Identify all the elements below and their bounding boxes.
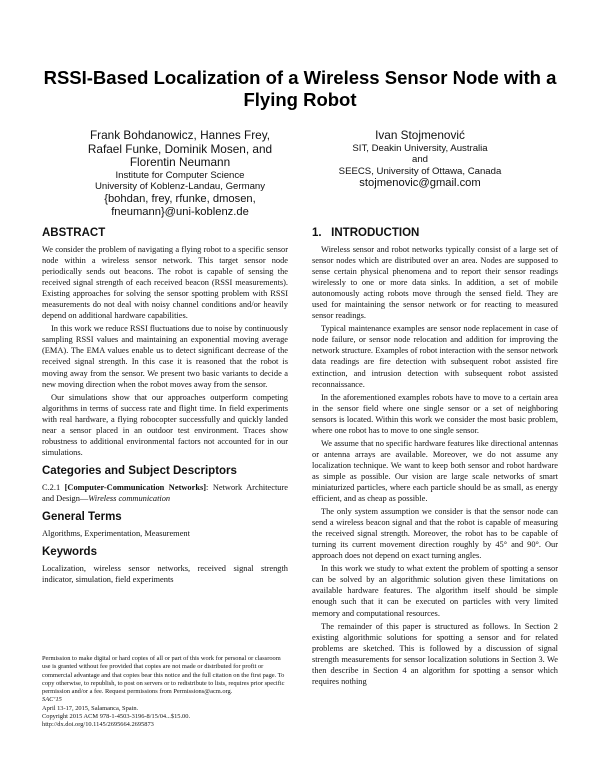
- conference-details: April 13-17, 2015, Salamanca, Spain.: [42, 704, 139, 712]
- categories-heading: Categories and Subject Descriptors: [42, 464, 237, 477]
- intro-paragraph: The remainder of this paper is structured as follows. In Section 2 existing algorithmic solutions for spotting a sensor and for related problems are sketched. This is followed by a discussion of signal strength measurements for sensor localization solutions in Section 3. We then describe in Section 4 an algorithm for spotting a sensor which requires nothing: [312, 621, 558, 686]
- general-terms-text: Algorithms, Experimentation, Measurement: [42, 528, 190, 538]
- ccs-rest: : Network Architecture and Design—: [42, 482, 288, 503]
- conference-name: SAC’15: [42, 696, 62, 704]
- author-affiliation: and: [411, 154, 428, 165]
- abstract-heading: ABSTRACT: [42, 227, 106, 239]
- intro-paragraph: The only system assumption we consider is that the sensor node can send a wireless beacon signal and that the robot is capable of measuring the received signal strength. Moreover, the robot has to be capable of turning its current movement direction roughly by 45° and 90°. Our approach does not depend on exact turning angles.: [312, 507, 558, 561]
- intro-paragraph: Typical maintenance examples are sensor node replacement in case of node failure, or sensor node relocation and addition for improving the network structure. Examples of robot interaction with the sensor network data readings are fire detection with subsequent robot assisted fire extinction, and intrusion detection with subsequent robot assisted reconnaissance.: [312, 324, 558, 389]
- author-block-right: [320, 129, 520, 190]
- title-line-2: Flying Robot: [243, 89, 357, 110]
- introduction-heading: 1. INTRODUCTION: [312, 227, 420, 239]
- left-column: [42, 227, 288, 587]
- categories-text: [42, 482, 288, 504]
- author-email: stojmenovic@gmail.com: [359, 177, 481, 189]
- author-block-left: [60, 129, 300, 219]
- ccs-italic: Wireless communication: [88, 493, 171, 503]
- intro-paragraph: We assume that no specific hardware features like directional antennas or antenna arrays are available. Moreover, we do not assume any localization technique. We want to keep both sensor and robot hardware as simple as possible. Our vision are large scale networks of smart miniaturized particles, where each particle should be as small, as energy efficient, and as cheap as possible.: [312, 438, 558, 504]
- author-names-line: Frank Bohdanowicz, Hannes Frey,: [89, 128, 271, 142]
- keywords-text: Localization, wireless sensor networks, received signal strength indicator, simulation, field experiments: [42, 564, 288, 585]
- intro-paragraph: In the aforementioned examples robots have to move to a certain area in the sensor field where one single sensor or a set of neighboring sensors is located. Within this work we consider the most basic problem, where one robot has to move to one single sensor.: [312, 392, 558, 435]
- author-affiliation: Institute for Computer Science: [115, 169, 245, 181]
- author-names-line: Florentin Neumann: [129, 155, 231, 169]
- author-email: fneumann}@uni-koblenz.de: [111, 205, 249, 218]
- abstract-paragraph: In this work we reduce RSSI fluctuations due to noise by continuously sampling RSSI values and maintaining an exponential moving average (EMA). The EMA values enable us to detect significant decrease of the received signal strength. In this case it is reasoned that the robot is moving away from the sensor. We present two basic variants to decide a new moving direction when the robot moves away from the sensor.: [42, 324, 288, 389]
- abstract-paragraph: We consider the problem of navigating a flying robot to a specific sensor node within a wireless sensor network. This target sensor node periodically sends out beacons. The robot is capable of sensing the received signal strength of each received beacon (RSSI measurements). Existing approaches for solving the sensor spotting problem with RSSI measurements do not deal with noisy channel conditions and/or heavily depend on additional hardware capabilities.: [42, 245, 288, 321]
- author-affiliation: SIT, Deakin University, Australia: [352, 142, 488, 154]
- author-email: {bohdan, frey, rfunke, dmosen,: [104, 192, 256, 205]
- paper-title: [40, 67, 560, 111]
- copyright-line: Copyright 2015 ACM 978-1-4503-3196-8/15/04...$15.00.: [42, 712, 191, 720]
- general-terms-heading: General Terms: [42, 510, 122, 523]
- author-affiliation: University of Koblenz-Landau, Germany: [94, 181, 266, 192]
- abstract-paragraph: Our simulations show that our approaches outperform competing algorithms in terms of success rate and flight time. In field experiments with real hardware, a flying robocopter successfully and quickly landed near a sensor placed in an outdoor test environment. Traces show robustness to additional environmental factors not accounted for in our simulations.: [42, 392, 288, 457]
- permission-notice: Permission to make digital or hard copies of all or part of this work for personal or classroom use is granted without fee provided that copies are not made or distributed for profit or commercial advantage and that copies bear this notice and the full citation on the first page. To copy otherwise, to republish, to post on servers or to redistribute to lists, requires prior specific permission and/or a fee. Request permissions from Permissions@acm.org.: [42, 655, 285, 695]
- conference-line: [42, 696, 288, 713]
- right-column: [312, 227, 558, 689]
- doi-link[interactable]: http://dx.doi.org/10.1145/2695664.2695873: [42, 721, 154, 728]
- author-name: Ivan Stojmenović: [375, 128, 465, 142]
- ccs-bracket: [Computer-Communication Networks]: [64, 482, 207, 492]
- title-line-1: RSSI-Based Localization of a Wireless Sensor Node with a: [43, 67, 557, 88]
- intro-paragraph: Wireless sensor and robot networks typically consist of a large set of sensor nodes which are distributed over an area. Nodes are supposed to sense certain physical phenomena and to report their sensor readings wirelessly to one or more data sinks. In addition, a set of mobile autonomously acting robots move through the sensed field. They are used for maintaining the sensor network or for reacting to measured sensor readings.: [312, 245, 558, 321]
- keywords-heading: Keywords: [42, 546, 97, 559]
- author-affiliation: SEECS, University of Ottawa, Canada: [338, 165, 502, 177]
- intro-paragraph: In this work we study to what extent the problem of spotting a sensor can be solved by an algorithmic solution given these limitations on available hardware features. The algorithm itself should be simple enough such that it can be executed on particles with very limited memory and computational resources.: [312, 564, 558, 618]
- author-names-line: Rafael Funke, Dominik Mosen, and: [87, 141, 273, 156]
- ccs-code: C.2.1: [42, 482, 61, 492]
- copyright-block: [42, 655, 288, 729]
